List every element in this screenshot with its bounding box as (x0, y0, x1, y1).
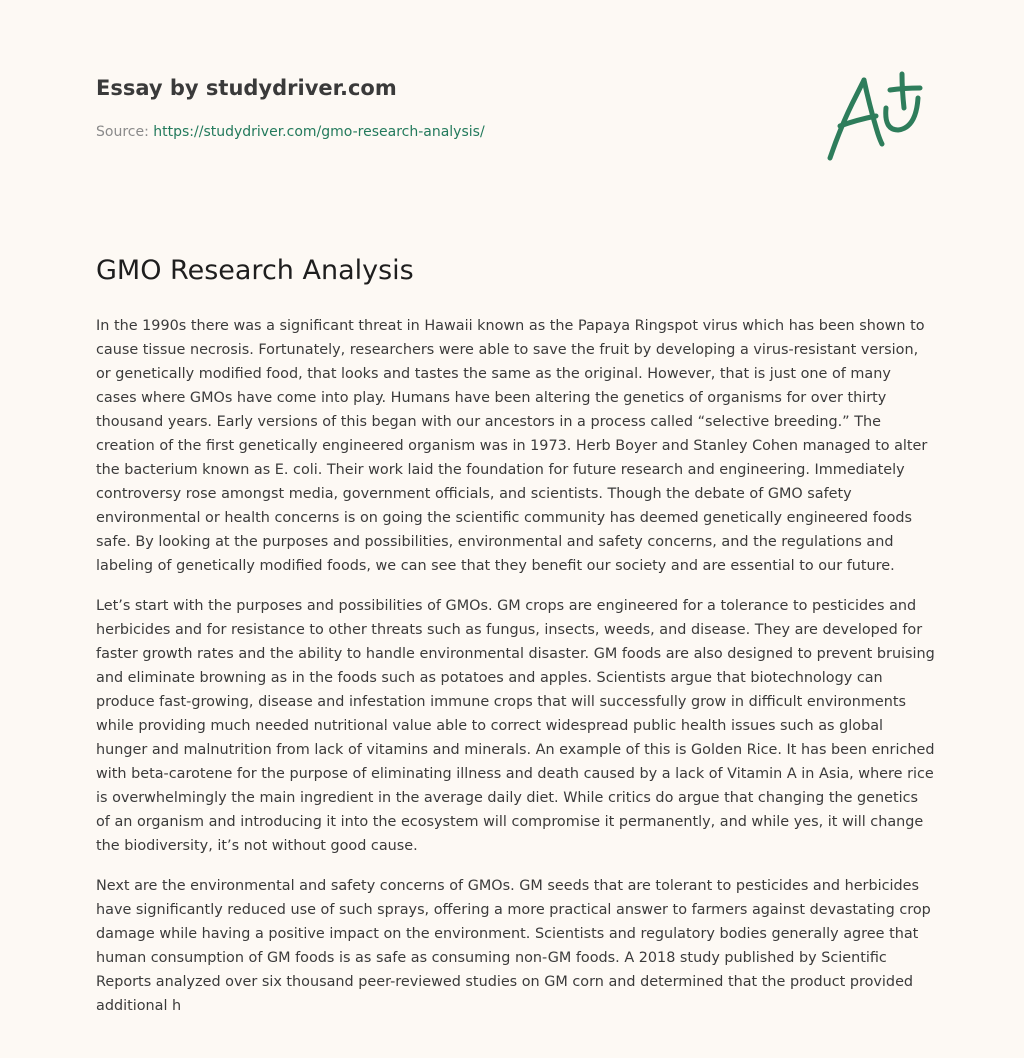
essay-body (96, 314, 936, 1034)
essay-paragraph: Next are the environmental and safety concerns of GMOs. GM seeds that are tolerant to pesticides and herbicides have significantly reduced use of such sprays, offering a more practical answer to farmers against devastating crop damage while having a positive impact on the environment. Scientists and regulatory bodies generally agree that human consumption of GM foods is as safe as consuming non-GM foods. A 2018 study published by Scientific Reports analyzed over six thousand peer-reviewed studies on GM corn and determined that the product provided additional h (96, 878, 931, 1014)
source-link[interactable]: https://studydriver.com/gmo-research-analysis/ (153, 124, 485, 140)
essay-title: GMO Research Analysis (96, 255, 414, 286)
a-plus-logo-icon (820, 68, 930, 164)
source-label: Source: (96, 124, 154, 140)
site-title: Essay by studydriver.com (96, 76, 397, 100)
essay-paragraph: Let’s start with the purposes and possibilities of GMOs. GM crops are engineered for a tolerance to pesticides and herbicides and for resistance to other threats such as fungus, insects, weeds, and disease. They are developed for faster growth rates and the ability to handle environmental disaster. GM foods are also designed to prevent bruising and eliminate browning as in the foods such as potatoes and apples. Scientists argue that biotechnology can produce fast-growing, disease and infestation immune crops that will successfully grow in difficult environments while providing much needed nutritional value able to correct widespread public health issues such as global hunger and malnutrition from lack of vitamins and minerals. An example of this is Golden Rice. It has been enriched with beta-carotene for the purpose of eliminating illness and death caused by a lack of Vitamin A in Asia, where rice is overwhelmingly the main ingredient in the average daily diet. While critics do argue that changing the genetics of an organism and introducing it into the ecosystem will compromise it permanently, and while yes, it will change the biodiversity, it’s not without good cause. (96, 598, 935, 854)
essay-paragraph: In the 1990s there was a significant threat in Hawaii known as the Papaya Ringspot virus which has been shown to cause tissue necrosis. Fortunately, researchers were able to save the fruit by developing a virus-resistant version, or genetically modified food, that looks and tastes the same as the original. However, that is just one of many cases where GMOs have come into play. Humans have been altering the genetics of organisms for over thirty thousand years. Early versions of this began with our ancestors in a process called “selective breeding.” The creation of the first genetically engineered organism was in 1973. Herb Boyer and Stanley Cohen managed to alter the bacterium known as E. coli. Their work laid the foundation for future research and engineering. Immediately controversy rose amongst media, government officials, and scientists. Though the debate of GMO safety environmental or health concerns is on going the scientific community has deemed genetically engineered foods safe. By looking at the purposes and possibilities, environmental and safety concerns, and the regulations and labeling of genetically modified foods, we can see that they benefit our society and are essential to our future. (96, 318, 928, 574)
source-line (96, 124, 485, 140)
